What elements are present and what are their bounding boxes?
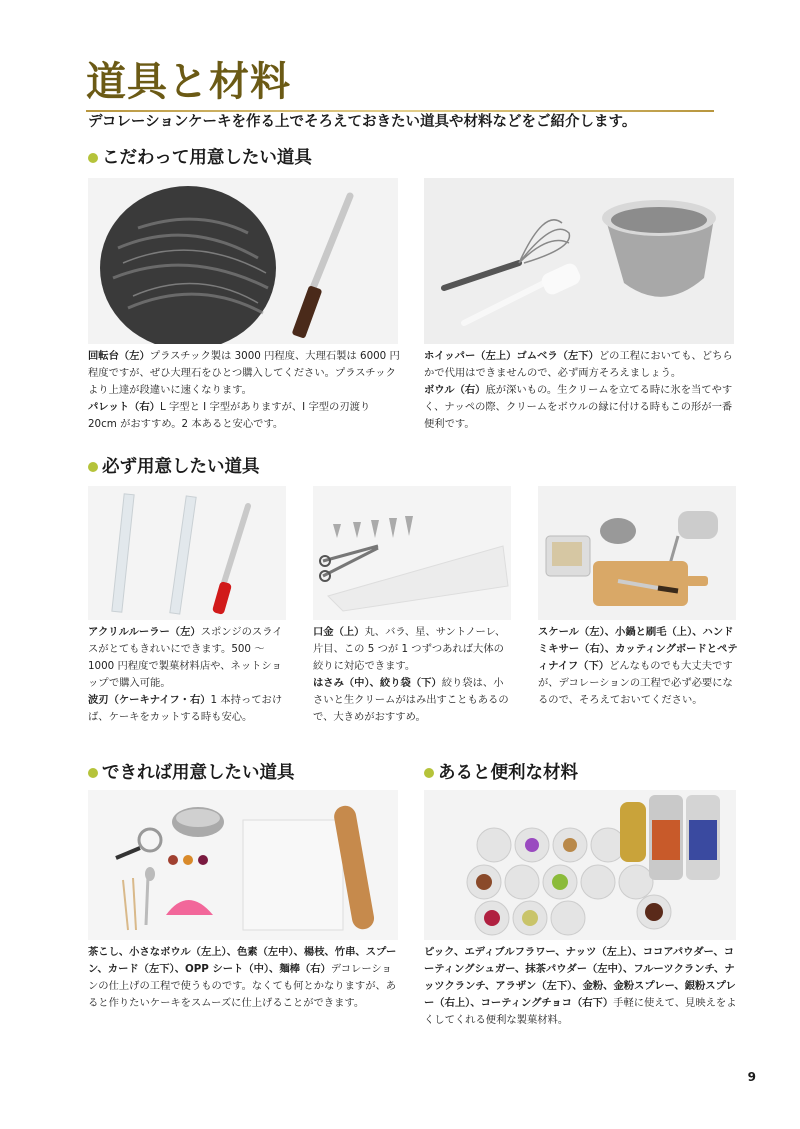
caption-term: 口金（上） bbox=[313, 626, 365, 638]
photo-turntable-palette bbox=[88, 178, 398, 344]
caption-text: どの工程においても、どちらかで代用はできませんので、必ず両方そろえましょう。 bbox=[424, 350, 733, 379]
caption-text: L 字型と I 字型がありますが、I 字型の刃渡り 20cm がおすすめ。2 本あると安心です。 bbox=[88, 401, 371, 430]
caption-term: ホイッパー（左上）ゴムベラ（左下） bbox=[424, 350, 599, 362]
caption-essential-3 bbox=[538, 624, 738, 709]
caption-term: スケール（左）、小鍋と刷毛（上）、ハンドミキサー（右）、カッティングボードとペティナイフ（下） bbox=[538, 626, 738, 672]
caption-term: 茶こし、小さなボウル（左上）、色素（左中）、楊枝、竹串、スプーン、カード（左下）、OPP シート（中）、麺棒（右） bbox=[88, 946, 397, 975]
caption-text: どんなものでも大丈夫ですが、デコレーションの工程で必ず必要になるので、そろえておいてください。 bbox=[538, 660, 733, 706]
page-title: 道具と材料 bbox=[86, 59, 291, 105]
section-heading-premium-tools bbox=[88, 146, 312, 170]
caption-text: 1 本持っておけば、ケーキをカットする時も安心。 bbox=[88, 694, 283, 723]
caption-optional bbox=[88, 944, 400, 1012]
section-heading-useful-ingredients bbox=[424, 761, 578, 785]
photo-ingredients bbox=[424, 790, 736, 940]
section-heading-text: こだわって用意したい道具 bbox=[102, 148, 312, 168]
page-number: 9 bbox=[747, 1070, 756, 1084]
photo-scale-pot-mixer-board bbox=[538, 486, 736, 620]
caption-text: 丸、バラ、星、サントノーレ、片目、この 5 つが 1 つずつあれば大体の絞りに対応できます。 bbox=[313, 626, 506, 672]
caption-term: はさみ（中）、絞り袋（下） bbox=[313, 677, 442, 689]
caption-text: 底が深いもの。生クリームを立てる時に氷を当てやすく、ナッペの際、クリームをボウルの縁に付ける時もこの形が一番便利です。 bbox=[424, 384, 733, 430]
section-heading-text: 必ず用意したい道具 bbox=[102, 457, 260, 477]
caption-text: 絞り袋は、小さいと生クリームがはみ出すこともあるので、大きめがおすすめ。 bbox=[313, 677, 509, 723]
caption-term: 回転台（左） bbox=[88, 350, 150, 362]
caption-premium-right bbox=[424, 348, 736, 433]
caption-text: プラスチック製は 3000 円程度、大理石製は 6000 円程度ですが、ぜひ大理石をひとつ購入してください。プラスチックより上達が段違いに速くなります。 bbox=[88, 350, 400, 396]
caption-term: アクリルルーラー（左） bbox=[88, 626, 201, 638]
section-heading-text: あると便利な材料 bbox=[438, 763, 578, 783]
caption-term: ボウル（右） bbox=[424, 384, 486, 396]
bullet-dot-icon bbox=[424, 768, 434, 778]
caption-term: 波刃（ケーキナイフ・右） bbox=[88, 694, 211, 706]
photo-ruler-knife bbox=[88, 486, 286, 620]
bullet-dot-icon bbox=[88, 768, 98, 778]
bullet-dot-icon bbox=[88, 153, 98, 163]
page-subtitle: デコレーションケーキを作る上でそろえておきたい道具や材料などをご紹介します。 bbox=[88, 114, 637, 130]
caption-essential-2 bbox=[313, 624, 513, 726]
caption-text: 手軽に使えて、見映えをよくしてくれる便利な製菓材料。 bbox=[424, 997, 737, 1026]
caption-essential-1 bbox=[88, 624, 288, 726]
caption-ingredients bbox=[424, 944, 738, 1029]
caption-term: パレット（右） bbox=[88, 401, 160, 413]
caption-term: ピック、エディブルフラワー、ナッツ（左上）、ココアパウダー、コーティングシュガー、抹茶パウダー（左中）、フルーツクランチ、ナッツクランチ、アラザン（左下）、金粉、金粉スプレー、銀粉スプレー（右上）、コーティングチョコ（右下） bbox=[424, 946, 736, 1009]
section-heading-optional-tools bbox=[88, 761, 295, 785]
section-heading-essential-tools bbox=[88, 455, 260, 479]
bullet-dot-icon bbox=[88, 462, 98, 472]
caption-text: スポンジのスライスがとてもきれいにできます。500 〜 1000 円程度で製菓材料店や、ネットショップで購入可能。 bbox=[88, 626, 283, 689]
photo-whisk-spatula-bowl bbox=[424, 178, 734, 344]
caption-text: デコレーションの仕上げの工程で使うものです。なくても何とかなりますが、あると作りたいケーキをスムーズに仕上げることができます。 bbox=[88, 963, 397, 1009]
section-heading-text: できれば用意したい道具 bbox=[102, 763, 295, 783]
photo-optional-tools bbox=[88, 790, 398, 940]
caption-premium-left bbox=[88, 348, 400, 433]
photo-tips-scissors-bag bbox=[313, 486, 511, 620]
